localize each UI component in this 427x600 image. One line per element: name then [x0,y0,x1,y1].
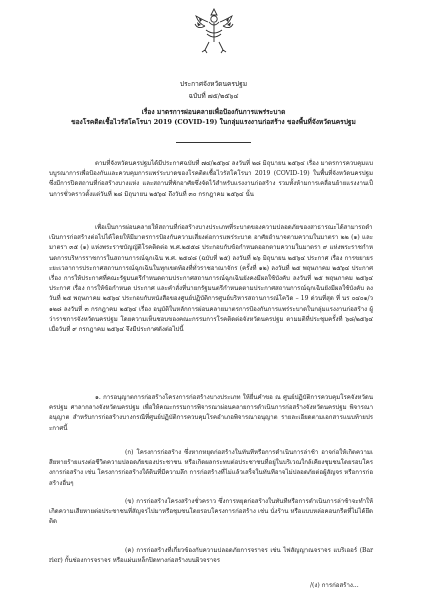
paragraph-item-a: (ก) โครงการก่อสร้าง ซึ่งหากหยุดก่อสร้างในทันทีหรือการดำเนินการล่าช้า อาจก่อให้เกิดความเสียหายร้ายแรงต่อชีวิตความปลอดภัยของประชาชน หรือเกิดผลกระทบต่อประชาชนที่อยู่ในบริเวณใกล้เคียงชุมชนโดยรอบโครงการก่อสร้าง เช่น โครงการก่อสร้างใต้ดินที่มีความลึก การก่อสร้างที่ไม่แล้วเสร็จในทันทีอาจไม่ปลอดภัยต่อผู้สัญจร หรือการก่อสร้างอื่นๆ [49,449,373,487]
garuda-emblem-icon [193,6,235,54]
header-divider [176,142,251,143]
paragraph-item-b: (ข) การก่อสร้างโครงสร้างชั่วคราว ซึ่งการหยุดก่อสร้างในทันทีหรือการดำเนินการล่าช้าจะทำให้เกิดความเสียหายต่อประชาชนที่สัญจรไปมาหรือชุมชนโดยรอบโครงการก่อสร้าง เช่น นั่งร้าน หรือแบบหล่อคอนกรีตที่ไม่ได้ยึดติด [49,498,373,526]
continued-marker: /(ง) การก่อสร้าง... [310,582,359,589]
issuer-title: ประกาศจังหวัดนครปฐม [179,80,248,88]
paragraph-item-c: (ค) การก่อสร้างที่เกี่ยวข้องกับความปลอดภัยการจราจร เช่น ไฟสัญญาณจราจร แบริเออร์ (Barrier) กั้นช่องการจราจร หรือแผ่นเหล็กปิดทางก่อสร้างบนผิวจราจร [49,547,373,565]
paragraph-measure-1: ๑. การอนุญาตการก่อสร้างโครงการก่อสร้างบางประเภท ให้ยื่นคำขอ ณ ศูนย์ปฏิบัติการควบคุมโรคจังหวัดนครปฐม ศาลากลางจังหวัดนครปฐม เพื่อให้คณะกรรมการพิจารณาผ่อนคลายการดำเนินการก่อสร้างจังหวัดนครปฐม พิจารณาอนุญาต สำหรับการก่อสร้างบางกรณีที่ศูนย์ปฏิบัติการควบคุมโรคอำเภอพิจารณาอนุญาต รายละเอียดตามเอกสารแนบท้ายประกาศนี้ [49,394,373,432]
subject-line-2: ของโรคติดเชื้อไวรัสโคโรนา 2019 (COVID-19) ในกลุ่มแรงงานก่อสร้าง ของพื้นที่จังหวัดนครปฐม [71,118,356,126]
subject-line-1: เรื่อง มาตรการผ่อนคลายเพื่อป้องกันการแพร่ระบาด [141,108,286,116]
announcement-number: ฉบับที่ ๗๕/๒๕๖๔ [188,92,239,100]
paragraph-legal-basis: เพื่อเป็นการผ่อนคลายให้สถานที่ก่อสร้างบางประเภทที่ระบาดของความปลอดภัยของสาธารณะได้สามารถดำเนินการก่อสร้างต่อไปได้โดยให้มีมาตรการป้องกันความเสี่ยงต่อการแพร่ระบาด อาศัยอำนาจตามความในมาตรา ๒๒ (๑) และมาตรา ๓๕ (๑) แห่งพระราชบัญญัติโรคติดต่อ พ.ศ.๒๕๕๘ ประกอบกับข้อกำหนดออกตามความในมาตรา ๙ แห่งพระราชกำหนดการบริหารราชการในสถานการณ์ฉุกเฉิน พ.ศ. ๒๕๔๘ (ฉบับที่ ๒๕) ลงวันที่ ๒๖ มิถุนายน ๒๕๖๔ ประกาศ เรื่อง การขยายระยะเวลาการประกาศสถานการณ์ฉุกเฉินในทุกเขตท้องที่ทั่วราชอาณาจักร (ครั้งที่ ๑๒) ลงวันที่ ๒๕ พฤษภาคม ๒๕๖๔ ประกาศ เรื่อง การให้ประกาศที่คณะรัฐมนตรีกำหนดตามประกาศสถานการณ์ฉุกเฉินยังคงมีผลใช้บังคับ ลงวันที่ ๒๕ พฤษภาคม ๒๕๖๔ ประกาศ เรื่อง การให้ข้อกำหนด ประกาศ และคำสั่งที่นายกรัฐมนตรีกำหนดตามประกาศสถานการณ์ฉุกเฉินยังมีผลใช้บังคับ ลงวันที่ ๒๕ พฤษภาคม ๒๕๖๔ ประกอบกับหนังสือของศูนย์ปฏิบัติการศูนย์บริหารสถานการณ์โควิด – 19 ด่วนที่สุด ที่ นร ๐๔๐๑/ว๑๒๘ ลงวันที่ ๓ กรกฎาคม ๒๕๖๔ เรื่อง อนุมัติในหลักการผ่อนคลายมาตรการป้องกันการแพร่ระบาดในกลุ่มแรงงานก่อสร้าง ผู้ว่าราชการจังหวัดนครปฐม โดยความเห็นชอบของคณะกรรมการโรคติดต่อจังหวัดนครปฐม ตามมติที่ประชุมครั้งที่ ๖๘/๒๕๖๔ เมื่อวันที่ ๙ กรกฎาคม ๒๕๖๔ จึงมีประกาศดังต่อไปนี้ [49,224,373,334]
paragraph-background: ตามที่จังหวัดนครปฐมได้มีประกาศฉบับที่ ๗๔/๒๕๖๔ ลงวันที่ ๒๘ มิถุนายน ๒๕๖๔ เรื่อง มาตรการควบคุมแบบบูรณาการเพื่อป้องกันและควบคุมการแพร่ระบาดของโรคติดเชื้อไวรัสโคโรนา 2019 (COVID-19) ในพื้นที่จังหวัดนครปฐม ซึ่งมีการปิดสถานที่ก่อสร้างบางแห่ง และสถานที่พักอาศัยซึ่งจัดไว้สำหรับแรงงานก่อสร้าง รวมทั้งห้ามการเคลื่อนย้ายแรงงานเป็นการชั่วคราวตั้งแต่วันที่ ๒๘ มิถุนายน ๒๕๖๔ ถึงวันที่ ๓๐ กรกฎาคม ๒๕๖๔ นั้น [49,160,373,198]
